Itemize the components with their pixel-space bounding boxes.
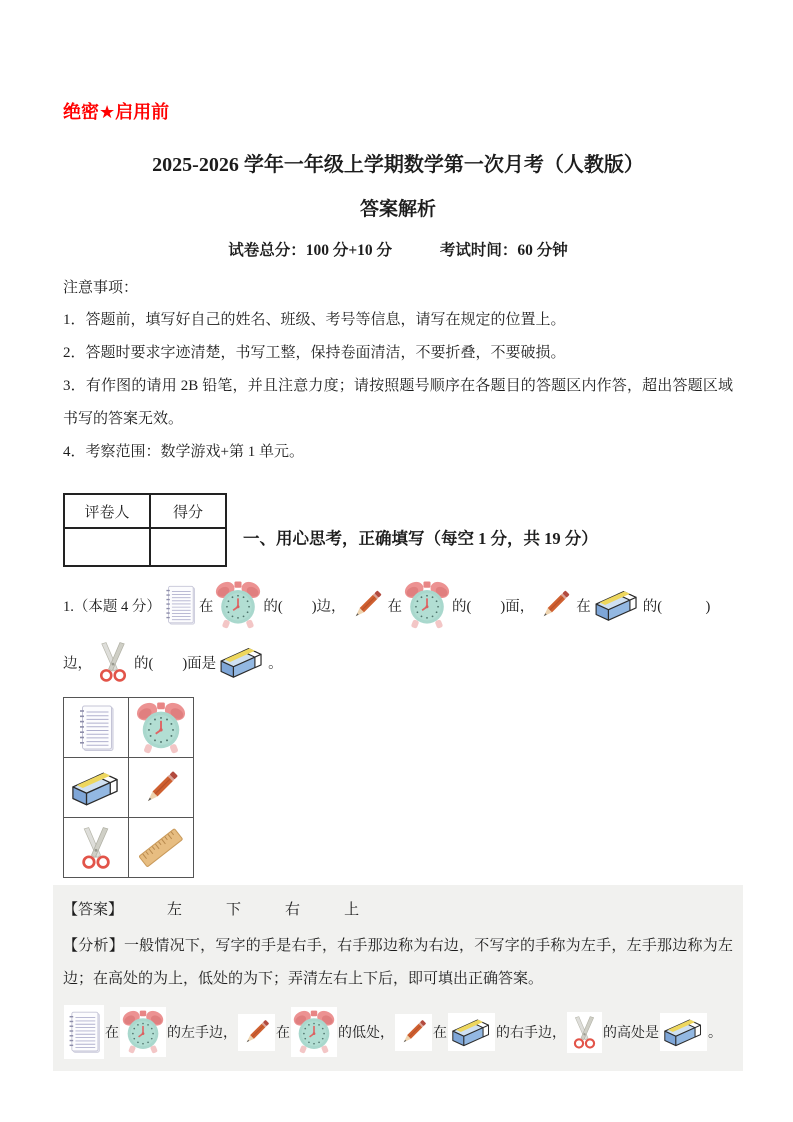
pencil-icon [238,1014,275,1051]
text-segment: 边， [63,655,92,672]
notice-item: 1．答题前，填写好自己的姓名、班级、考号等信息，请写在规定的位置上。 [63,312,566,328]
text-segment: 的( )面， [452,598,535,615]
answer-row [63,895,733,925]
secrecy-label: 绝密★启用前 [63,102,170,122]
notice-item: 3．有作图的请用 2B 铅笔，并且注意力度；请按照题号顺序在各题目的答题区内作答，超出答题区域书写的答案无效。 [63,378,733,427]
text-segment: 在 [433,1026,447,1041]
notices-section [63,272,733,469]
grader-value-cell [64,528,150,566]
pencil-icon [139,766,183,810]
text-segment: 的左手边， [167,1026,237,1041]
grid-cell-ruler [129,818,193,877]
answer-blank-2: 下 [226,902,242,918]
grid-row [64,758,193,818]
section-row [63,493,733,567]
answer-label: 【答案】 [63,902,124,918]
pencil-icon [536,586,574,624]
analysis-label: 【分析】 [63,938,124,954]
scissors-icon [94,640,132,684]
text-segment: 在 [198,598,214,615]
scissors-icon [76,825,116,871]
pencil-icon [395,1014,432,1051]
text-segment: 在 [576,598,591,615]
eraser-icon [593,586,641,624]
scissors-icon [567,1012,602,1053]
text-segment: 。 [708,1026,722,1041]
text-segment: 的高处是 [603,1026,659,1041]
answer-analysis-block [53,885,743,1071]
question-1-line-2 [63,635,733,689]
eraser-icon [218,643,266,681]
notice-item: 2．答题时要求字迹清楚，书写工整，保持卷面清洁，不要折叠，不要破损。 [63,345,566,361]
text-segment: 。 [268,655,283,672]
notebook-icon [76,703,116,753]
notice-item: 4．考察范围：数学游戏+第 1 单元。 [63,444,304,460]
answer-blank-4: 上 [344,902,360,918]
analysis-paragraph [63,930,733,996]
text-segment: 的低处， [338,1026,394,1041]
text-segment: 的( )边， [263,598,346,615]
eraser-icon [448,1013,495,1051]
eraser-icon [660,1013,707,1051]
text-segment: 的( )面是 [134,655,217,672]
alarm-clock-icon [215,580,261,630]
text-segment: 在 [387,598,403,615]
eraser-icon [69,767,123,809]
text-segment: 的( ) [642,598,711,615]
text-segment: 1.（本题 4 分） [63,598,161,615]
grader-label: 评卷人 [64,494,150,528]
answer-blank-3: 右 [285,902,301,918]
alarm-clock-icon [120,1007,166,1057]
section-one-title: 一、用心思考，正确填写（每空 1 分，共 19 分） [243,529,598,548]
exam-duration-label: 考试时间：60 分钟 [439,242,568,259]
grid-cell-eraser [64,758,129,818]
score-table [63,493,227,567]
alarm-clock-icon [291,1007,337,1057]
text-segment: 在 [105,1026,119,1041]
alarm-clock-icon [136,701,186,755]
ruler-icon [137,824,185,872]
grid-cell-pencil [129,758,193,818]
notices-heading: 注意事项： [63,280,139,296]
analysis-text: 一般情况下，写字的手是右手，右手那边称为右边，不写字的手称为左手，左手那边称为左边；在高处的为上，低处的为下；弄清左右上下后，即可填出正确答案。 [63,938,733,987]
page-subtitle: 答案解析 [359,199,436,220]
grid-cell-scissors [64,818,129,877]
answer-blank-1: 左 [167,902,183,918]
notice-list [63,304,733,469]
grid-row [64,698,193,758]
question-1-line-1 [63,577,733,633]
notebook-icon [163,583,197,627]
page-title: 2025-2026 学年一年级上学期数学第一次月考（人教版） [152,154,644,176]
score-label: 得分 [150,494,226,528]
alarm-clock-icon [404,580,450,630]
score-value-cell [150,528,226,566]
text-segment: 的右手边， [496,1026,566,1041]
analysis-conclusion-line [63,1003,733,1061]
text-segment: 在 [276,1026,290,1041]
grid-cell-notebook [64,698,129,758]
notebook-icon [64,1005,104,1059]
pencil-icon [348,586,386,624]
grid-row [64,818,193,877]
total-score-label: 试卷总分：100 分+10 分 [228,242,393,259]
exam-info [63,238,733,260]
question-1-item-grid [63,697,194,878]
grid-cell-clock [129,698,193,758]
